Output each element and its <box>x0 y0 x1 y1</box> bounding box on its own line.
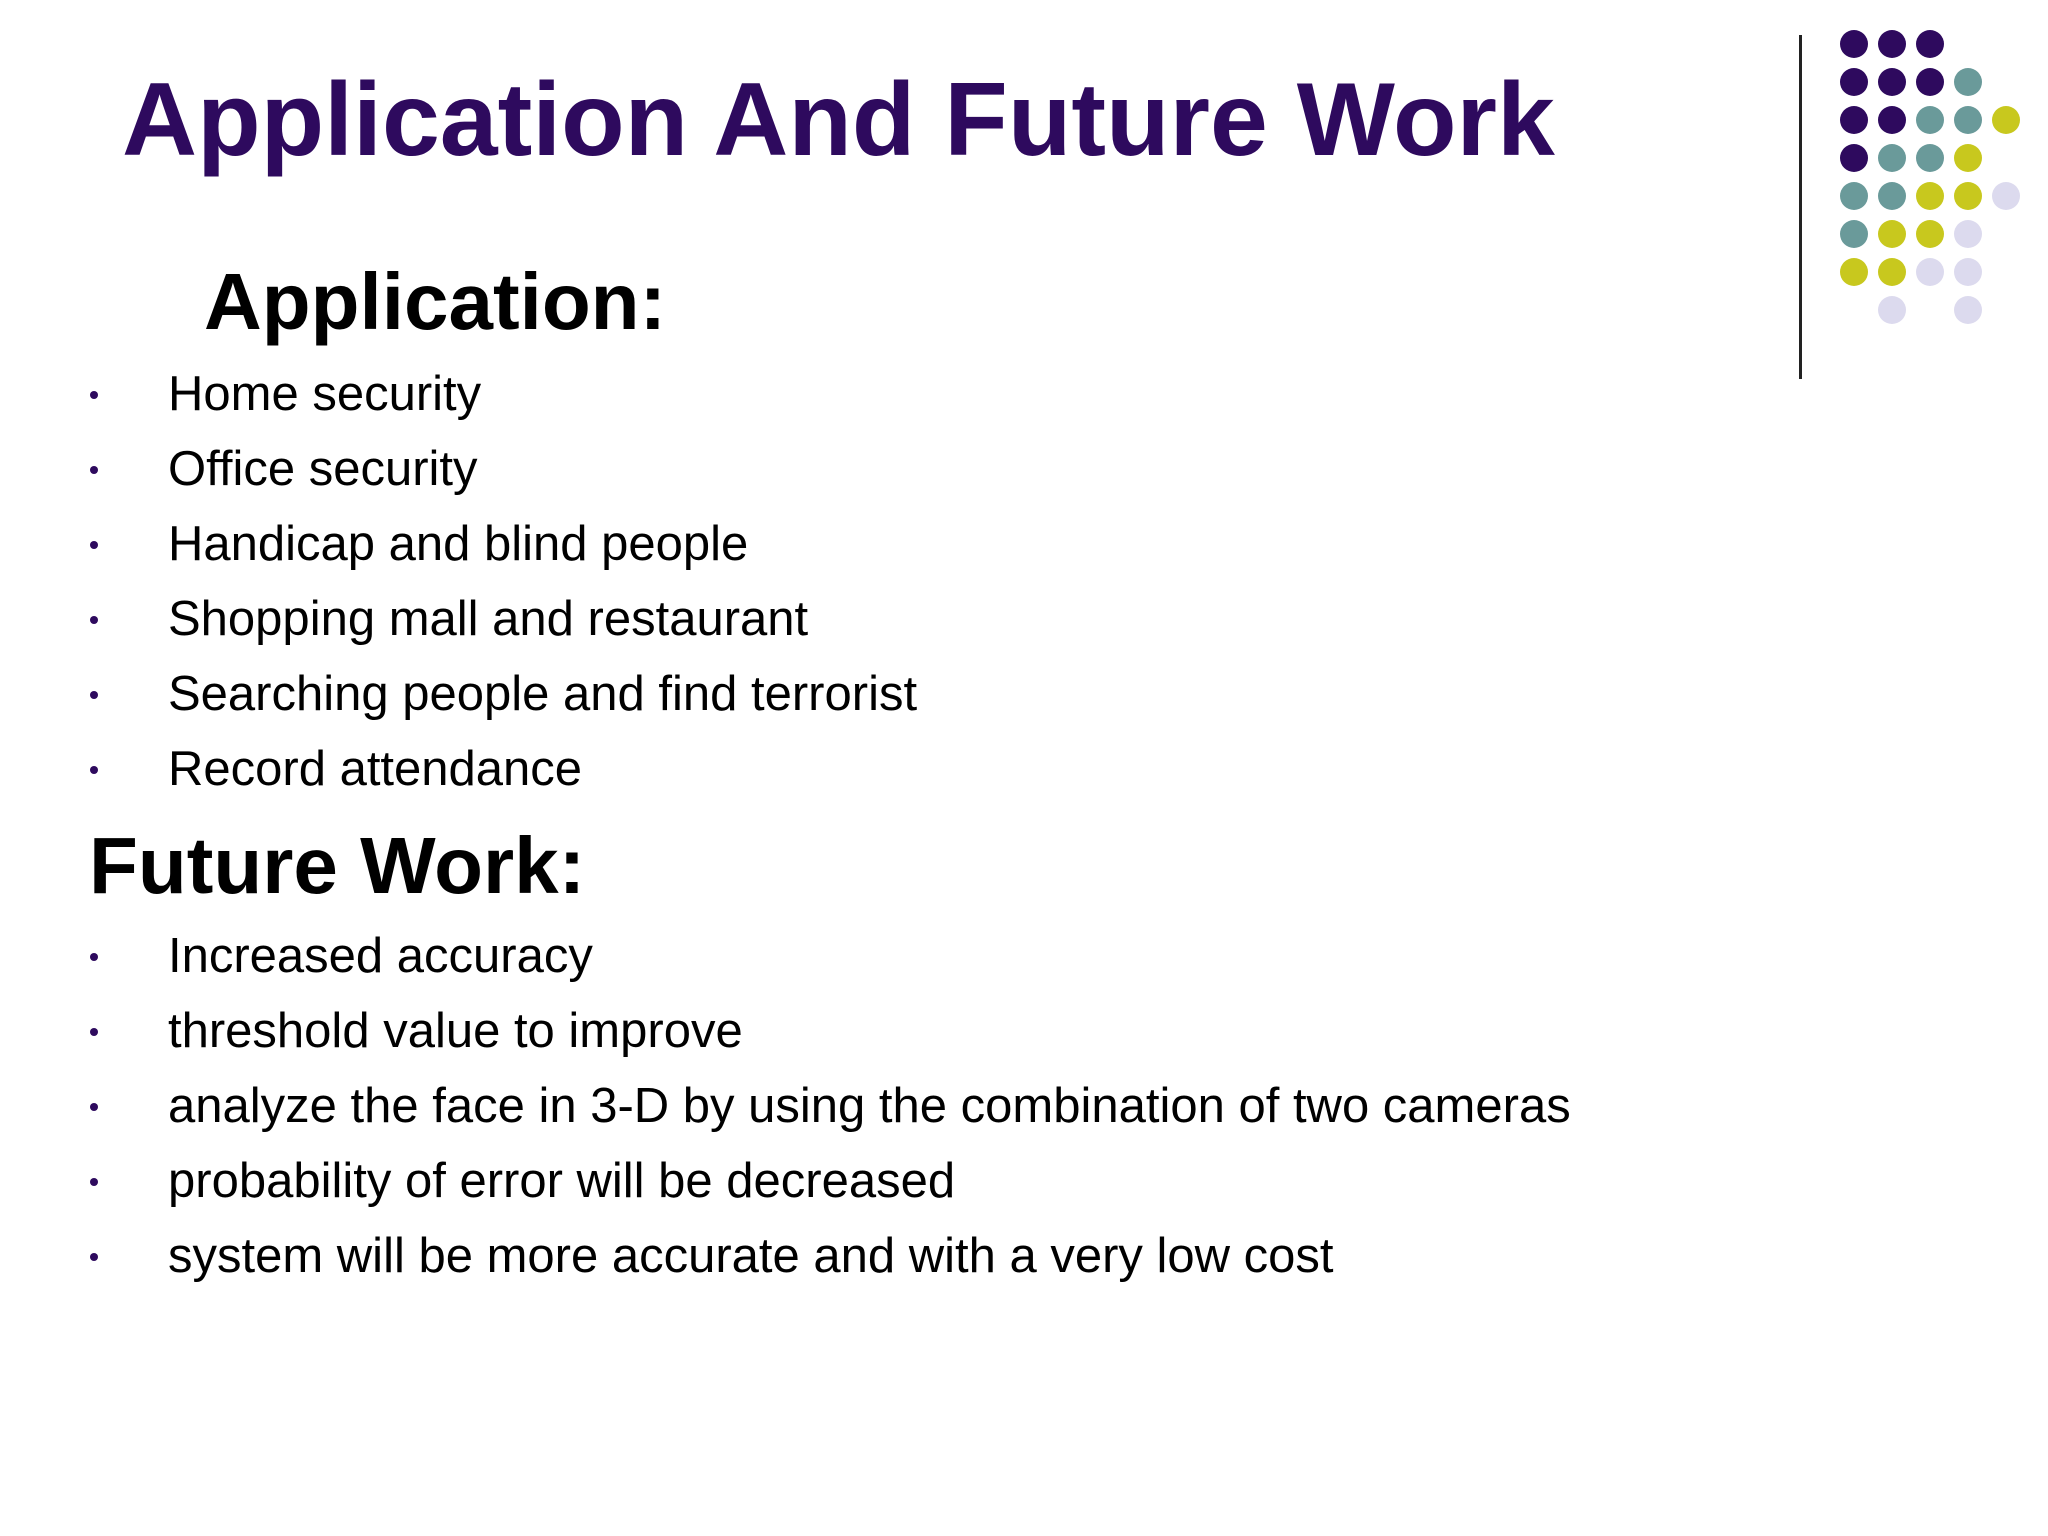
list-item-text: Increased accuracy <box>168 929 593 983</box>
decorative-dot <box>1916 182 1944 210</box>
decorative-dot <box>1992 106 2020 134</box>
decorative-dot <box>1954 182 1982 210</box>
decorative-dot <box>1954 144 1982 172</box>
bullet-icon <box>90 1103 98 1111</box>
decorative-dot <box>1954 258 1982 286</box>
decorative-dot <box>1840 144 1868 172</box>
decorative-dot <box>1878 182 1906 210</box>
decorative-dot <box>1954 106 1982 134</box>
decorative-dot <box>1878 30 1906 58</box>
decorative-dot <box>1878 296 1906 324</box>
list-item-text: Searching people and find terrorist <box>168 667 918 721</box>
decorative-dot <box>1878 68 1906 96</box>
decorative-dot <box>1840 68 1868 96</box>
slide-title: Application And Future Work <box>122 62 1555 178</box>
decorative-dot <box>1916 68 1944 96</box>
decorative-dot <box>1840 106 1868 134</box>
decorative-dot <box>1878 220 1906 248</box>
bullet-icon <box>90 466 98 474</box>
decorative-dot <box>1840 182 1868 210</box>
decorative-dot <box>1916 144 1944 172</box>
bullet-icon <box>90 616 98 624</box>
bullet-icon <box>90 691 98 699</box>
decorative-dot <box>1916 106 1944 134</box>
list-item-text: Home security <box>168 367 482 421</box>
application-heading: Application: <box>204 257 667 346</box>
decorative-dot <box>1916 30 1944 58</box>
decorative-dot <box>1878 144 1906 172</box>
list-item-text: Handicap and blind people <box>168 517 749 571</box>
list-item-text: system will be more accurate and with a very low cost <box>168 1229 1334 1283</box>
vertical-divider <box>1799 35 1802 379</box>
list-item-text: Record attendance <box>168 742 583 796</box>
bullet-icon <box>90 1253 98 1261</box>
list-item-text: threshold value to improve <box>168 1004 743 1058</box>
list-item-text: Shopping mall and restaurant <box>168 592 809 646</box>
decorative-dot <box>1916 220 1944 248</box>
decorative-dot <box>1840 30 1868 58</box>
decorative-dot <box>1840 220 1868 248</box>
future-work-heading: Future Work: <box>89 821 586 910</box>
bullet-icon <box>90 1178 98 1186</box>
bullet-icon <box>90 541 98 549</box>
decorative-dot <box>1878 258 1906 286</box>
bullet-icon <box>90 391 98 399</box>
decorative-dot <box>1954 296 1982 324</box>
list-item-text: probability of error will be decreased <box>168 1154 956 1208</box>
bullet-icon <box>90 1028 98 1036</box>
list-item-text: analyze the face in 3-D by using the combination of two cameras <box>168 1079 1571 1133</box>
decorative-dot <box>1954 220 1982 248</box>
decorative-dot <box>1878 106 1906 134</box>
decorative-dot <box>1840 258 1868 286</box>
bullet-icon <box>90 953 98 961</box>
list-item-text: Office security <box>168 442 478 496</box>
decorative-dot <box>1916 258 1944 286</box>
decorative-dot <box>1954 68 1982 96</box>
bullet-icon <box>90 766 98 774</box>
decorative-dot <box>1992 182 2020 210</box>
